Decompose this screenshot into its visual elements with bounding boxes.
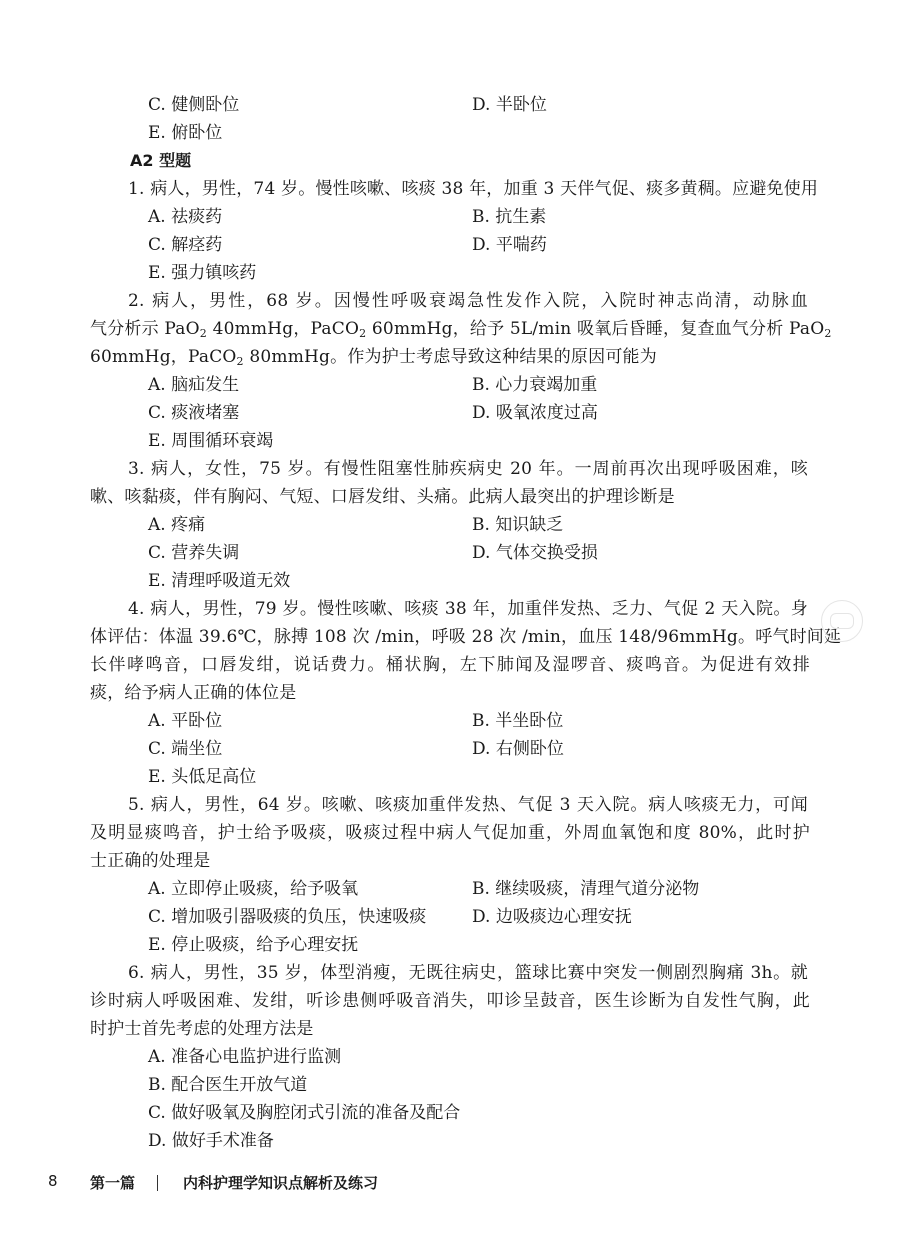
watermark-logo-icon xyxy=(821,600,863,642)
option: C. 营养失调 xyxy=(148,543,240,563)
option: E. 强力镇咳药 xyxy=(148,263,257,283)
option: E. 停止吸痰，给予心理安抚 xyxy=(148,935,359,955)
question-stem: 1. 病人，男性，74 岁。慢性咳嗽、咳痰 38 年，加重 3 天伴气促、痰多黄稠。应避免使用 xyxy=(128,179,819,199)
option: D. 半卧位 xyxy=(472,95,547,115)
option: C. 解痉药 xyxy=(148,235,223,255)
question-stem: 士正确的处理是 xyxy=(90,851,211,871)
option: C. 增加吸引器吸痰的负压，快速吸痰 xyxy=(148,907,427,927)
question-stem: 长伴哮鸣音，口唇发绀，说话费力。桶状胸，左下肺闻及湿啰音、痰鸣音。为促进有效排 xyxy=(90,655,810,675)
option: D. 右侧卧位 xyxy=(472,739,564,759)
option: C. 做好吸氧及胸腔闭式引流的准备及配合 xyxy=(148,1103,461,1123)
subscript: 2 xyxy=(824,327,832,340)
question-stem: 体评估：体温 39.6℃，脉搏 108 次 /min，呼吸 28 次 /min，血压 148/96mmHg。呼气时间延 xyxy=(90,627,842,647)
option: C. 端坐位 xyxy=(148,739,223,759)
subscript: 2 xyxy=(359,327,367,340)
question-stem: 及明显痰鸣音，护士给予吸痰，吸痰过程中病人气促加重，外周血氧饱和度 80%，此时护 xyxy=(90,823,810,843)
question-stem-line xyxy=(90,318,832,340)
question-stem: 时护士首先考虑的处理方法是 xyxy=(90,1019,314,1039)
option: A. 脑疝发生 xyxy=(148,375,240,395)
question-stem: 5. 病人，男性，64 岁。咳嗽、咳痰加重伴发热、气促 3 天入院。病人咳痰无力，可闻 xyxy=(128,795,808,815)
option: B. 配合医生开放气道 xyxy=(148,1075,308,1095)
page-number: 8 xyxy=(48,1172,58,1190)
option: D. 吸氧浓度过高 xyxy=(472,403,598,423)
question-stem: 4. 病人，男性，79 岁。慢性咳嗽、咳痰 38 年，加重伴发热、乏力、气促 2 天入院。身 xyxy=(128,599,808,619)
stem-text: 60mmHg，给予 5L/min 吸氧后昏睡，复查血气分析 PaO xyxy=(366,319,825,339)
question-stem: 诊时病人呼吸困难、发绀，听诊患侧呼吸音消失，叩诊呈鼓音，医生诊断为自发性气胸，此 xyxy=(90,991,810,1011)
option: B. 抗生素 xyxy=(472,207,547,227)
book-title: 内科护理学知识点解析及练习 xyxy=(183,1174,379,1192)
option: D. 边吸痰边心理安抚 xyxy=(472,907,632,927)
stem-text: 40mmHg，PaCO xyxy=(206,319,360,339)
option: B. 知识缺乏 xyxy=(472,515,564,535)
stem-text: 80mmHg。作为护士考虑导致这种结果的原因可能为 xyxy=(243,347,657,367)
option: B. 继续吸痰，清理气道分泌物 xyxy=(472,879,700,899)
option: E. 头低足高位 xyxy=(148,767,257,787)
footer-separator xyxy=(157,1175,158,1191)
option: E. 清理呼吸道无效 xyxy=(148,571,291,591)
subscript: 2 xyxy=(199,327,207,340)
question-stem-line xyxy=(90,346,810,368)
option: C. 痰液堵塞 xyxy=(148,403,240,423)
option: A. 平卧位 xyxy=(148,711,223,731)
option: A. 疼痛 xyxy=(148,515,206,535)
option: A. 祛痰药 xyxy=(148,207,223,227)
option: A. 立即停止吸痰，给予吸氧 xyxy=(148,879,359,899)
option: C. 健侧卧位 xyxy=(148,95,240,115)
option: D. 气体交换受损 xyxy=(472,543,598,563)
option: E. 俯卧位 xyxy=(148,123,223,143)
option: B. 半坐卧位 xyxy=(472,711,564,731)
option: D. 平喘药 xyxy=(472,235,547,255)
question-stem: 3. 病人，女性，75 岁。有慢性阻塞性肺疾病史 20 年。一周前再次出现呼吸困难，咳 xyxy=(128,459,808,479)
option: E. 周围循环衰竭 xyxy=(148,431,274,451)
stem-text: 气分析示 PaO xyxy=(90,319,200,339)
part-label: 第一篇 xyxy=(90,1174,136,1192)
section-heading: A2 型题 xyxy=(130,151,192,170)
subscript: 2 xyxy=(236,355,244,368)
question-stem: 6. 病人，男性，35 岁，体型消瘦，无既往病史，篮球比赛中突发一侧剧烈胸痛 3h。就 xyxy=(128,963,808,983)
question-stem: 嗽、咳黏痰，伴有胸闷、气短、口唇发绀、头痛。此病人最突出的护理诊断是 xyxy=(90,487,675,507)
question-stem: 2. 病人，男性，68 岁。因慢性呼吸衰竭急性发作入院，入院时神志尚清，动脉血 xyxy=(128,291,808,311)
question-stem: 痰，给予病人正确的体位是 xyxy=(90,683,297,703)
stem-text: 60mmHg，PaCO xyxy=(90,347,237,367)
option: A. 准备心电监护进行监测 xyxy=(148,1047,342,1067)
option: B. 心力衰竭加重 xyxy=(472,375,598,395)
option: D. 做好手术准备 xyxy=(148,1131,274,1151)
